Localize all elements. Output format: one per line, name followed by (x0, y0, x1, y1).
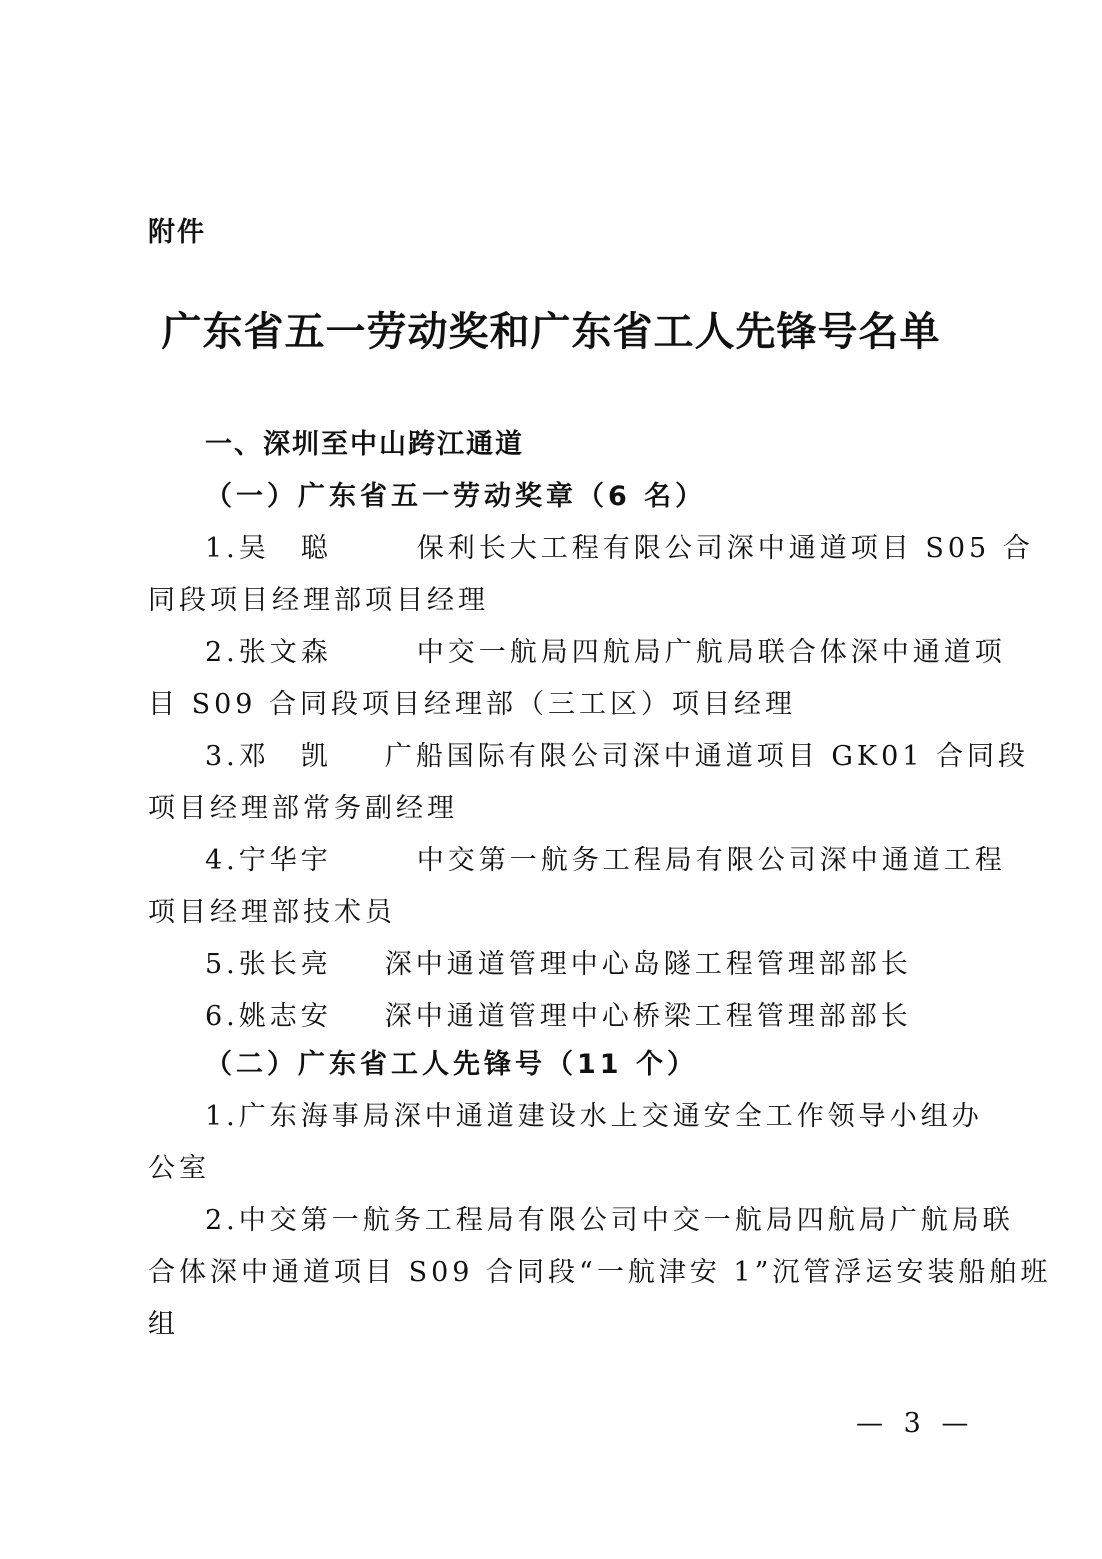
person-title: 中交一航局四航局广航局联合体深中通道项 (416, 637, 1006, 668)
person-name: 张长亮 (238, 949, 332, 980)
item-number: 5. (205, 949, 239, 980)
attachment-label: 附件 (148, 217, 206, 248)
list-item (205, 994, 912, 1033)
list-item (205, 838, 1006, 877)
person-name: 宁华宇 (238, 845, 332, 876)
person-title: 保利长大工程有限公司深中通道项目 S05 合 (416, 533, 1034, 564)
person-title: 深中通道管理中心桥梁工程管理部部长 (384, 1001, 912, 1032)
person-title: 广船国际有限公司深中通道项目 GK01 合同段 (384, 741, 1030, 772)
person-title-continued: 项目经理部常务副经理 (148, 793, 458, 824)
person-title-continued: 目 S09 合同段项目经理部（三工区）项目经理 (148, 689, 797, 720)
item-number: 3. (205, 741, 239, 772)
person-title-continued: 项目经理部技术员 (148, 897, 396, 928)
person-name: 吴 聪 (238, 533, 332, 564)
subsection-heading-pioneer: （二）广东省工人先锋号（11 个） (205, 1049, 698, 1080)
subsection-heading-medals: （一）广东省五一劳动奖章（6 名） (205, 481, 707, 512)
list-item-continued: 组 (148, 1309, 179, 1340)
person-title: 中交第一航务工程局有限公司深中通道工程 (416, 845, 1006, 876)
list-item (205, 630, 1006, 669)
list-item (205, 942, 912, 981)
item-number: 1. (205, 533, 239, 564)
item-number: 4. (205, 845, 239, 876)
person-name: 邓 凯 (238, 741, 332, 772)
list-item-continued: 公室 (148, 1153, 210, 1184)
item-number: 6. (205, 1001, 239, 1032)
section-heading: 一、深圳至中山跨江通道 (205, 429, 524, 460)
list-item (205, 526, 1034, 565)
list-item: 1.广东海事局深中通道建设水上交通安全工作领导小组办 (205, 1101, 983, 1132)
page-title: 广东省五一劳动奖和广东省工人先锋号名单 (161, 308, 941, 355)
person-name: 张文森 (238, 637, 332, 668)
item-number: 2. (205, 637, 239, 668)
list-item-continued: 合体深中通道项目 S09 合同段“一航津安 1”沉管浮运安装船舶班 (148, 1257, 1052, 1288)
list-item: 2.中交第一航务工程局有限公司中交一航局四航局广航局联 (205, 1205, 1014, 1236)
person-title: 深中通道管理中心岛隧工程管理部部长 (384, 949, 912, 980)
person-title-continued: 同段项目经理部项目经理 (148, 585, 489, 616)
person-name: 姚志安 (238, 1001, 332, 1032)
list-item (205, 734, 1029, 773)
page-number: — 3 — (856, 1408, 975, 1439)
